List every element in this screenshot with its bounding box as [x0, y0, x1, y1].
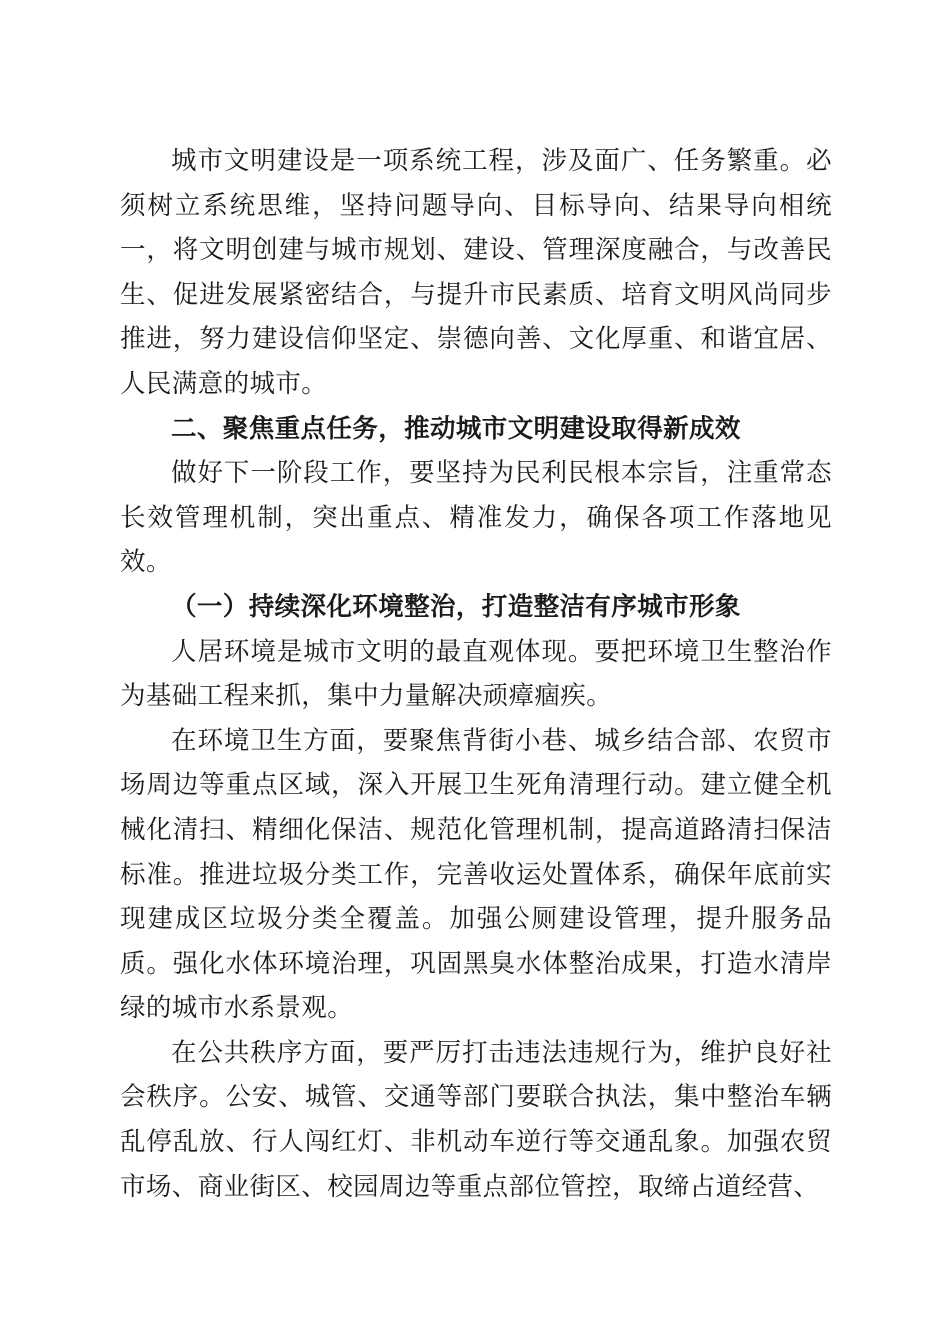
paragraph-2: 做好下一阶段工作，要坚持为民利民根本宗旨，注重常态长效管理机制，突出重点、精准发力，确保各项工作落地见效。: [120, 458, 832, 578]
paragraph-5: 在公共秩序方面，要严厉打击违法违规行为，维护良好社会秩序。公安、城管、交通等部门要联合执法，集中整治车辆乱停乱放、行人闯红灯、非机动车逆行等交通乱象。加强农贸市场、商业街区、校园周边等重点部位管控，取缔占道经营、: [120, 1037, 832, 1202]
body-text: [120, 139, 832, 1209]
paragraph-1: 城市文明建设是一项系统工程，涉及面广、任务繁重。必须树立系统思维，坚持问题导向、目标导向、结果导向相统一，将文明创建与城市规划、建设、管理深度融合，与改善民生、促进发展紧密结合，与提升市民素质、培育文明风尚同步推进，努力建设信仰坚定、崇德向善、文化厚重、和谐宜居、人民满意的城市。: [120, 146, 832, 399]
subsection-heading: （一）持续深化环境整治，打造整洁有序城市形象: [171, 591, 741, 622]
paragraph-3: 人居环境是城市文明的最直观体现。要把环境卫生整治作为基础工程来抓，集中力量解决顽瘴痼疾。: [120, 636, 832, 712]
section-heading: 二、聚焦重点任务，推动城市文明建设取得新成效: [171, 413, 741, 444]
paragraph-4: 在环境卫生方面，要聚焦背街小巷、城乡结合部、农贸市场周边等重点区域，深入开展卫生死角清理行动。建立健全机械化清扫、精细化保洁、规范化管理机制，提高道路清扫保洁标准。推进垃圾分类工作，完善收运处置体系，确保年底前实现建成区垃圾分类全覆盖。加强公厕建设管理，提升服务品质。强化水体环境治理，巩固黑臭水体整治成果，打造水清岸绿的城市水系景观。: [120, 725, 832, 1024]
